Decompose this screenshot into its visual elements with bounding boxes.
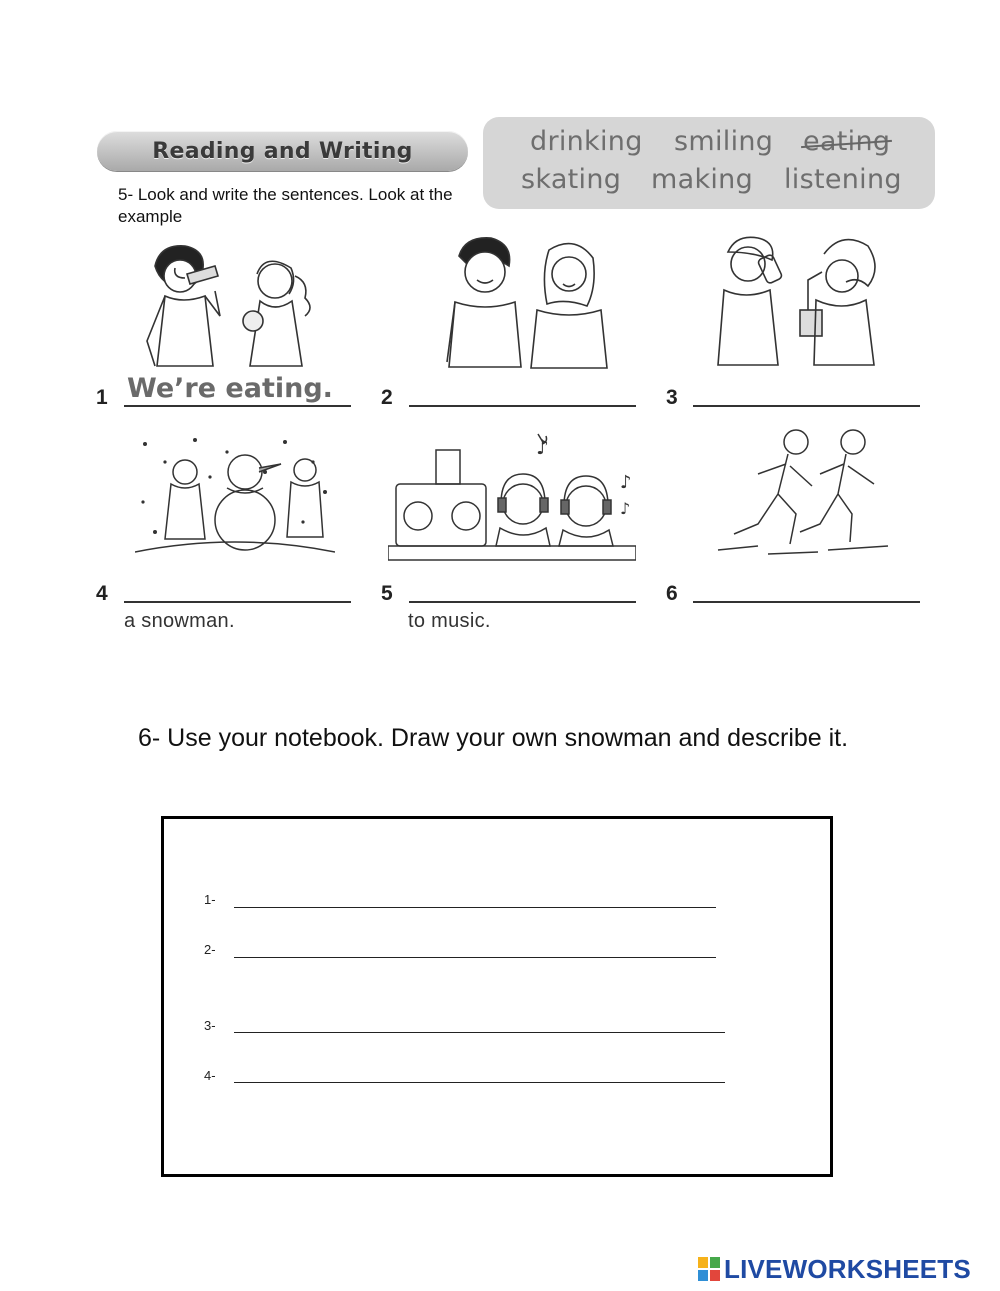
answer-line[interactable] — [693, 405, 920, 407]
description-line[interactable] — [234, 907, 716, 908]
item-number: 2 — [381, 386, 393, 409]
word-bank-item: making — [651, 164, 754, 195]
description-line[interactable] — [234, 1082, 725, 1083]
liveworksheets-logo-icon — [698, 1257, 720, 1281]
word-bank-item: drinking — [530, 126, 643, 157]
row-label: 4- — [204, 1068, 216, 1083]
answer-line[interactable] — [124, 601, 351, 603]
row-label: 2- — [204, 942, 216, 957]
item-number: 5 — [381, 582, 393, 605]
description-box — [161, 816, 833, 1177]
word-bank-item: smiling — [674, 126, 774, 157]
word-bank-item-crossed: eating — [803, 126, 891, 157]
section-title: Reading and Writing — [152, 138, 413, 164]
item-number: 3 — [666, 386, 678, 409]
children-making-snowman-illustration — [135, 432, 335, 567]
boy-and-girl-drinking-illustration — [712, 230, 892, 370]
word-bank — [483, 117, 935, 209]
svg-text:♪: ♪ — [620, 472, 632, 493]
svg-text:♪: ♪ — [536, 435, 549, 459]
answer-line[interactable] — [409, 405, 636, 407]
row-label: 1- — [204, 892, 216, 907]
children-listening-music-illustration — [388, 424, 636, 564]
row-label: 3- — [204, 1018, 216, 1033]
sentence-ending: a snowman. — [124, 610, 235, 632]
word-bank-item: listening — [784, 164, 902, 195]
svg-text:♪: ♪ — [620, 499, 631, 518]
description-line[interactable] — [234, 957, 716, 958]
sentence-ending: to music. — [408, 610, 491, 632]
section-header — [97, 131, 468, 171]
exercise-5-instruction: 5- Look and write the sentences. Look at the example — [118, 185, 453, 226]
answer-line[interactable] — [693, 601, 920, 603]
liveworksheets-brand[interactable] — [698, 1254, 971, 1284]
boy-and-girl-eating-illustration — [135, 236, 330, 371]
description-line[interactable] — [234, 1032, 725, 1033]
exercise-6-instruction: 6- Use your notebook. Draw your own snowman and describe it. — [138, 724, 849, 752]
answer-line[interactable] — [409, 601, 636, 603]
answer-line[interactable] — [124, 405, 351, 407]
boy-and-girl-smiling-illustration — [437, 232, 617, 372]
example-answer: We’re eating. — [127, 373, 333, 404]
item-number: 6 — [666, 582, 678, 605]
children-skating-illustration — [708, 424, 898, 564]
word-bank-item: skating — [521, 164, 622, 195]
item-number: 4 — [96, 582, 108, 605]
brand-name: LIVEWORKSHEETS — [724, 1253, 971, 1284]
item-number: 1 — [96, 386, 108, 409]
